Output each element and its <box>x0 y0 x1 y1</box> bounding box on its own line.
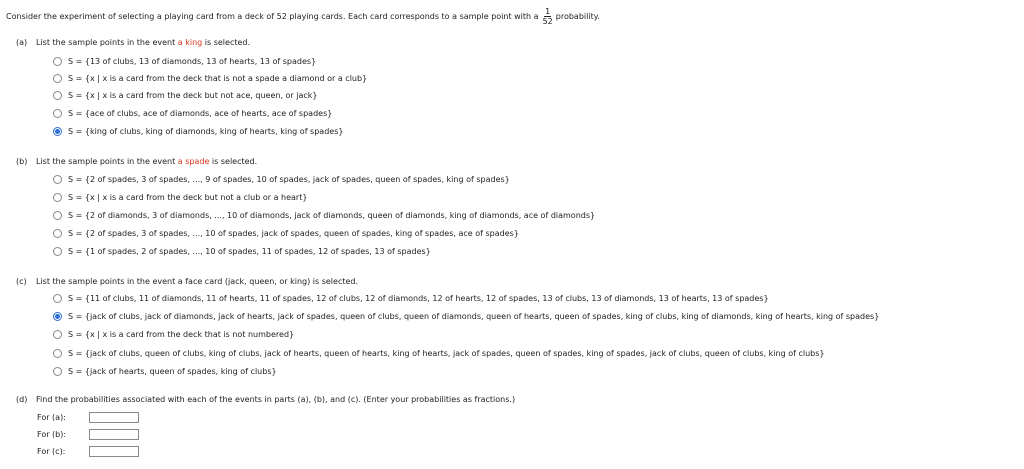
part-a-option-1[interactable]: S = {13 of clubs, 13 of diamonds, 13 of hearts, 13 of spades} <box>53 55 316 67</box>
fraction-numerator: 1 <box>545 6 551 16</box>
prob-label-c: For (c): <box>37 446 66 456</box>
intro-text-end: probability. <box>555 11 600 21</box>
radio-button[interactable] <box>53 91 62 100</box>
part-d-prompt: (d) Find the probabilities associated with each of the events in parts (a), (b), and (c). (Enter your probabilities as fractions.) <box>16 395 516 404</box>
part-b-option-5[interactable]: S = {1 of spades, 2 of spades, ..., 10 of spades, 11 of spades, 12 of spades, 13 of spades} <box>53 245 431 257</box>
part-b-highlight: a spade <box>177 157 210 166</box>
radio-button[interactable] <box>53 367 62 376</box>
radio-button[interactable] <box>53 349 62 358</box>
radio-button[interactable] <box>53 330 62 339</box>
intro-text: Consider the experiment of selecting a playing card from a deck of 52 playing cards. Each card corresponds to a sample point with a <box>6 11 539 21</box>
prob-input-a[interactable] <box>89 412 139 423</box>
part-c-option-4[interactable]: S = {jack of clubs, queen of clubs, king of clubs, jack of hearts, queen of hearts, king of hearts, jack of spades, queen of spades, king of spades, jack of clubs, queen of clubs, king of clubs} <box>53 347 824 359</box>
part-b-prompt: (b) List the sample points in the event a spade is selected. <box>16 157 258 166</box>
prob-input-b[interactable] <box>89 429 139 440</box>
part-a-option-4[interactable]: S = {ace of clubs, ace of diamonds, ace of hearts, ace of spades} <box>53 107 332 119</box>
radio-button[interactable] <box>53 74 62 83</box>
radio-button[interactable] <box>53 57 62 66</box>
prob-input-c[interactable] <box>89 446 139 457</box>
part-c-option-1[interactable]: S = {11 of clubs, 11 of diamonds, 11 of hearts, 11 of spades, 12 of clubs, 12 of diamonds, 12 of hearts, 12 of spades, 13 of clubs, 13 of diamonds, 13 of hearts, 13 of spades} <box>53 292 769 304</box>
problem-intro <box>6 6 600 26</box>
probability-fraction <box>543 7 553 26</box>
part-b-option-4[interactable]: S = {2 of spades, 3 of spades, ..., 10 of spades, jack of spades, queen of spades, king of spades, ace of spades} <box>53 227 519 239</box>
radio-button[interactable] <box>53 211 62 220</box>
radio-button-selected[interactable] <box>53 127 62 136</box>
part-a-highlight: a king <box>177 38 203 47</box>
prob-row-b <box>37 427 139 441</box>
part-b-letter: (b) <box>16 157 28 166</box>
part-c-letter: (c) <box>16 277 27 286</box>
part-a-prompt: (a) List the sample points in the event a king is selected. <box>16 38 251 47</box>
part-a-option-5[interactable]: S = {king of clubs, king of diamonds, king of hearts, king of spades} <box>53 125 343 137</box>
radio-button[interactable] <box>53 193 62 202</box>
part-b-option-2[interactable]: S = {x | x is a card from the deck but not a club or a heart} <box>53 191 307 203</box>
radio-button[interactable] <box>53 229 62 238</box>
prob-label-a: For (a): <box>37 412 66 422</box>
prob-label-b: For (b): <box>37 429 67 439</box>
part-c-prompt: (c) List the sample points in the event a face card (jack, queen, or king) is selected. <box>16 277 359 286</box>
part-b-option-1[interactable]: S = {2 of spades, 3 of spades, ..., 9 of spades, 10 of spades, jack of spades, queen of spades, king of spades} <box>53 173 510 185</box>
part-b-option-3[interactable]: S = {2 of diamonds, 3 of diamonds, ..., 10 of diamonds, jack of diamonds, queen of diamonds, king of diamonds, ace of diamonds} <box>53 209 595 221</box>
part-c-option-3[interactable]: S = {x | x is a card from the deck that is not numbered} <box>53 328 294 340</box>
radio-button[interactable] <box>53 294 62 303</box>
part-c-option-2[interactable]: S = {jack of clubs, jack of diamonds, jack of hearts, jack of spades, queen of clubs, queen of diamonds, queen of hearts, queen of spades, king of clubs, king of diamonds, king of hearts, king of spades} <box>53 310 879 322</box>
part-d-letter: (d) <box>16 395 28 404</box>
part-c-option-5[interactable]: S = {jack of hearts, queen of spades, king of clubs} <box>53 365 277 377</box>
radio-button-selected[interactable] <box>53 312 62 321</box>
part-a-option-3[interactable]: S = {x | x is a card from the deck but not ace, queen, or jack} <box>53 89 318 101</box>
radio-button[interactable] <box>53 247 62 256</box>
part-a-letter: (a) <box>16 38 28 47</box>
part-a-option-2[interactable]: S = {x | x is a card from the deck that is not a spade a diamond or a club} <box>53 72 367 84</box>
prob-row-c <box>37 444 139 458</box>
radio-button[interactable] <box>53 109 62 118</box>
radio-button[interactable] <box>53 175 62 184</box>
fraction-denominator: 52 <box>542 16 553 26</box>
prob-row-a <box>37 410 139 424</box>
